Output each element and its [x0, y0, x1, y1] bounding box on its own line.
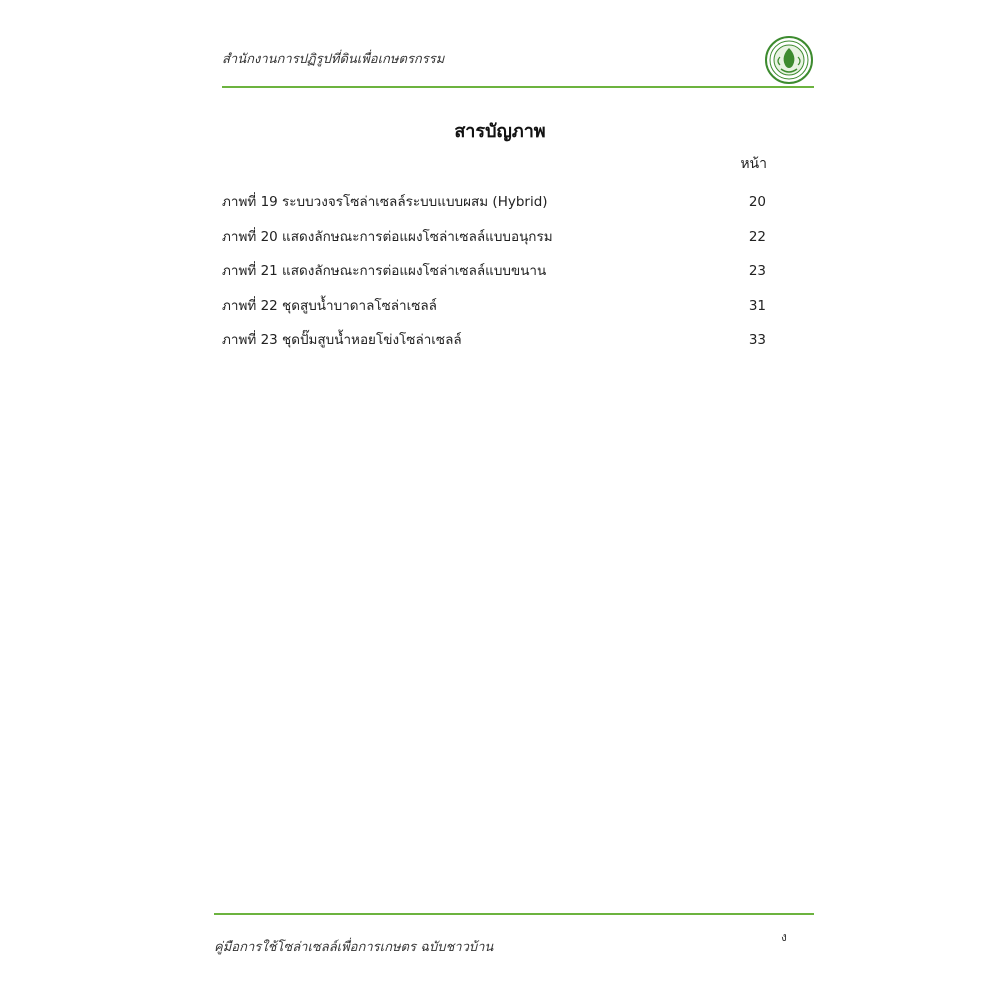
footer-page-number: ง — [781, 930, 787, 944]
header-org-name: สำนักงานการปฏิรูปที่ดินเพื่อเกษตรกรรม — [222, 52, 445, 67]
footer-manual-title: คู่มือการใช้โซล่าเซลล์เพื่อการเกษตร ฉบับชาวบ้าน — [214, 940, 494, 955]
figure-caption: ภาพที่ 22 ชุดสูบน้ำบาดาลโซล่าเซลล์ — [222, 297, 437, 314]
agency-seal-icon — [764, 35, 814, 85]
figure-caption: ภาพที่ 19 ระบบวงจรโซล่าเซลล์ระบบแบบผสม (Hybrid) — [222, 194, 548, 210]
figure-page-number: 23 — [748, 263, 766, 279]
figure-caption: ภาพที่ 23 ชุดปั๊มสูบน้ำหอยโข่งโซล่าเซลล์ — [222, 332, 462, 348]
header-divider — [222, 86, 814, 88]
list-item[interactable] — [222, 294, 766, 329]
figure-list — [222, 190, 766, 363]
figure-page-number: 22 — [748, 228, 766, 245]
page-column-label: หน้า — [740, 156, 767, 172]
figure-page-number: 20 — [748, 194, 766, 210]
list-item[interactable] — [222, 225, 766, 260]
list-item[interactable] — [222, 190, 766, 225]
figure-page-number: 33 — [748, 332, 766, 348]
figure-caption: ภาพที่ 20 แสดงลักษณะการต่อแผงโซล่าเซลล์แบบอนุกรม — [222, 228, 553, 245]
list-item[interactable] — [222, 328, 766, 363]
figure-page-number: 31 — [748, 297, 766, 314]
footer-divider — [214, 913, 814, 915]
list-item[interactable] — [222, 259, 766, 294]
figure-caption: ภาพที่ 21 แสดงลักษณะการต่อแผงโซล่าเซลล์แบบขนาน — [222, 263, 547, 279]
page-title: สารบัญภาพ — [454, 121, 546, 142]
